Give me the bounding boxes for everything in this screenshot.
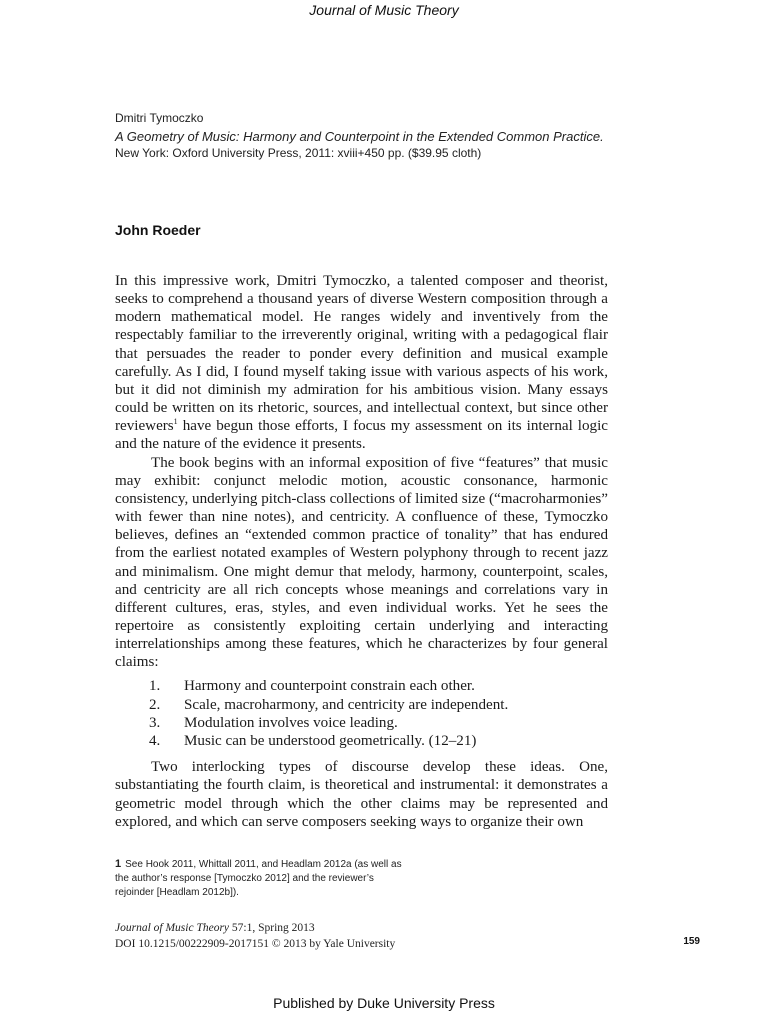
- reviewer-name: John Roeder: [115, 222, 201, 238]
- list-item: [115, 732, 608, 750]
- publisher-footer: Published by Duke University Press: [273, 995, 495, 1011]
- list-item: [115, 696, 608, 714]
- paragraph-1-text-b: have begun those efforts, I focus my assessment on its internal logic and the nature of the evidence it presents.: [115, 418, 608, 453]
- list-item: [115, 714, 608, 732]
- list-item-text: Harmony and counterpoint constrain each other.: [184, 678, 475, 695]
- list-item: [115, 677, 608, 695]
- paragraph-2: The book begins with an informal exposition of five “features” that music may exhibit: conjunct melodic motion, acoustic consonance, harmonic consistency, underlying pitch-class collections of limited size (“macroharmonies” with fewer than nine notes), and centricity. A confluence of these, Tymoczko believes, defines an “extended common practice of tonality” that has endured from the earliest notated examples of Western polyphony through to recent jazz and minimalism. One might demur that melody, harmony, counterpoint, scales, and centricity are all rich concepts whose meanings and correlations vary in different cultures, eras, styles, and even individual works. Yet he sees the repertoire as consistently exploiting certain underlying and interacting interrelationships among these features, which he characterizes by four general claims:: [115, 454, 608, 671]
- claims-list: [115, 677, 608, 750]
- paragraph-1-text-a: In this impressive work, Dmitri Tymoczko, a talented composer and theorist, seeks to comprehend a thousand years of diverse Western composition through a modern mathematical model. He ranges widely and inventively from the respectably familiar to the irreverently original, writing with a pedagogical flair that persuades the reader to ponder every definition and musical example carefully. As I did, I found myself taking issue with various aspects of his work, but it did not diminish my admiration for his ambitious vision. Many essays could be written on its rhetoric, sources, and intellectual context, but since other reviewers: [115, 273, 608, 435]
- footnote-number: 1: [115, 858, 122, 870]
- list-item-number: 2.: [149, 696, 161, 713]
- list-item-number: 1.: [149, 678, 161, 695]
- list-item-number: 3.: [149, 714, 161, 731]
- footnote-text: See Hook 2011, Whittall 2011, and Headlam 2012a (as well as the author’s response [Tymoczko 2012] and the reviewer’s rejoinder [Headlam 2012b]).: [115, 859, 402, 898]
- journal-issue: 57:1, Spring 2013: [229, 922, 315, 934]
- list-item-text: Music can be understood geometrically. (12–21): [184, 733, 477, 750]
- list-item-text: Modulation involves voice leading.: [184, 714, 398, 731]
- publication-info: New York: Oxford University Press, 2011: xviii+450 pp. ($39.95 cloth): [115, 145, 482, 160]
- page-number: 159: [683, 936, 700, 947]
- book-author: Dmitri Tymoczko: [115, 111, 204, 125]
- review-body: [115, 272, 608, 831]
- footnote-ref[interactable]: 1: [173, 417, 178, 427]
- book-title: A Geometry of Music: Harmony and Counterpoint in the Extended Common Practice.: [115, 128, 604, 144]
- list-item-text: Scale, macroharmony, and centricity are independent.: [184, 696, 509, 713]
- list-item-number: 4.: [149, 733, 161, 750]
- book-citation: [115, 110, 615, 162]
- journal-issue-line: [115, 920, 395, 936]
- footnote: [115, 857, 415, 900]
- paragraph-3: Two interlocking types of discourse develop these ideas. One, substantiating the fourth claim, is theoretical and instrumental: it demonstrates a geometric model through which the other claims may be represented and explored, and which can serve composers seeking ways to organize their own: [115, 759, 608, 830]
- paragraph-1: [115, 272, 608, 454]
- journal-info: [115, 920, 395, 952]
- doi-line: DOI 10.1215/00222909-2017151 © 2013 by Yale University: [115, 938, 396, 950]
- journal-name: Journal of Music Theory: [115, 922, 230, 934]
- running-header: Journal of Music Theory: [309, 2, 459, 18]
